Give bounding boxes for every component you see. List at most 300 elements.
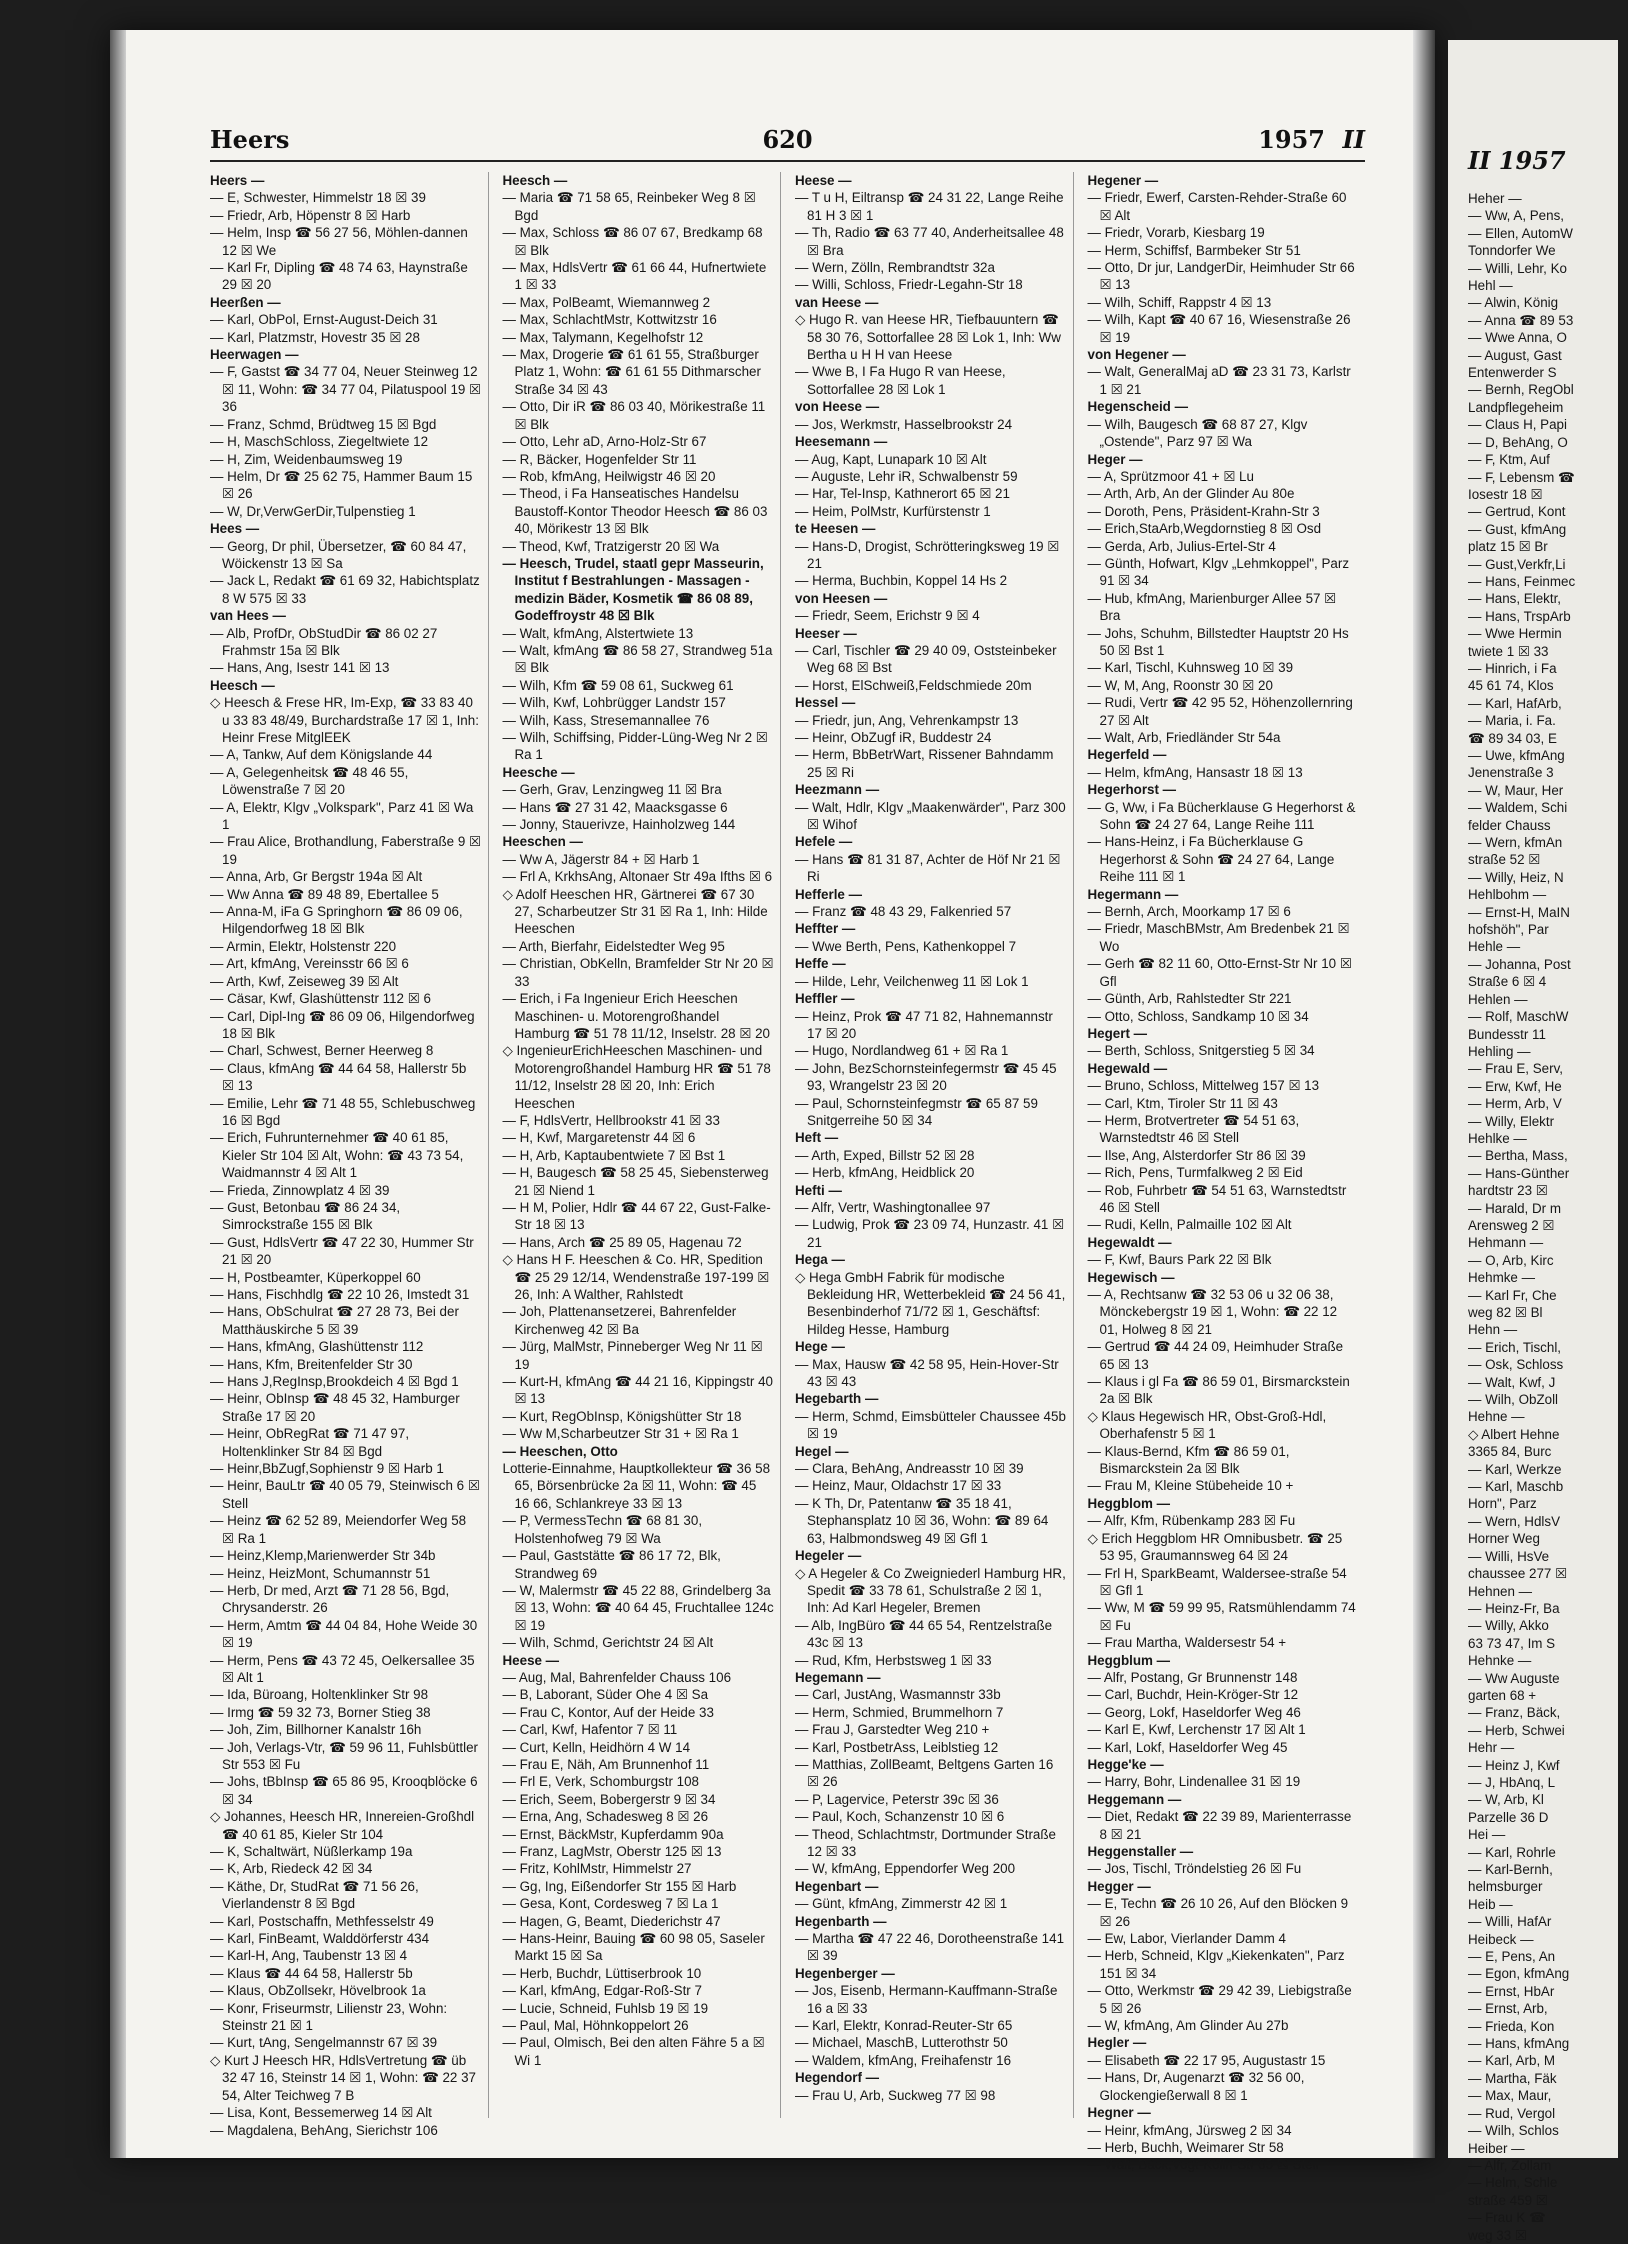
adjacent-page-line: — Egon, kfmAng <box>1468 1966 1570 1982</box>
directory-entry: — Max, PolBeamt, Wiemannweg 2 <box>502 294 711 310</box>
directory-entry: — Ew, Labor, Vierlander Damm 4 <box>1087 1931 1286 1947</box>
adjacent-page-line: Hehr — <box>1468 1740 1515 1756</box>
directory-entry: — Karl, Lokf, Haseldorfer Weg 45 <box>1087 1739 1288 1755</box>
directory-entry: — Karl Fr, Dipling ☎ 48 74 63, Haynstraße 29 ☒ 20 <box>210 260 468 293</box>
adjacent-page-line: twiete 1 ☒ 33 <box>1468 643 1549 659</box>
adjacent-page-line: — Uwe, kfmAng <box>1468 748 1565 763</box>
adjacent-page-line: — Erw, Kwf, He <box>1468 1078 1562 1094</box>
directory-entry: — Rob, kfmAng, Heilwigstr 46 ☒ 20 <box>502 468 716 484</box>
directory-entry: — Walt, kfmAng, Alstertwiete 13 <box>502 625 694 641</box>
directory-entry: — Max, Schloss ☎ 86 07 67, Bredkamp 68 ☒ Blk <box>502 225 763 258</box>
directory-entry: — Heinz, Prok ☎ 47 71 82, Hahnemannstr 17 ☒ 20 <box>795 1008 1053 1041</box>
adjacent-page-header: II 1957 <box>1468 146 1566 175</box>
directory-entry: — Ww A, Jägerstr 84 + ☒ Harb 1 <box>502 851 700 867</box>
directory-entry: — Irmg ☎ 59 32 73, Borner Stieg 38 <box>210 1704 431 1720</box>
directory-entry: — Heinr, ObInsp ☎ 48 45 32, Hamburger Straße 17 ☒ 20 <box>210 1391 460 1424</box>
directory-entry: — Willi, Schloss, Friedr-Legahn-Str 18 <box>795 277 1023 293</box>
directory-entry: — G, Ww, i Fa Bücherklause G Hegerhorst & Sohn ☎ 24 27 64, Lange Reihe 111 <box>1087 799 1356 833</box>
directory-entry: — Frl A, KrkhsAng, Altonaer Str 49a Ifths ☒ 6 <box>502 869 773 885</box>
adjacent-page-line: Hehmann — <box>1468 1235 1544 1251</box>
adjacent-page-line: — Ernst-H, MaIN <box>1468 904 1570 920</box>
directory-entry: — Gust, HdlsVertr ☎ 47 22 30, Hummer Str 21 ☒ 20 <box>210 1234 474 1268</box>
directory-entry: — Bernh, Arch, Moorkamp 17 ☒ 6 <box>1087 904 1291 920</box>
directory-entry: — Herm, Brotvertreter ☎ 54 51 63, Warnstedtstr 46 ☒ Stell <box>1087 1112 1300 1146</box>
directory-entry: — Hans, Arch ☎ 25 89 05, Hagenau 72 <box>502 1234 742 1250</box>
surname-heading: Heesch — <box>210 677 275 693</box>
adjacent-page-line: — Wern, HdlsV <box>1468 1513 1561 1529</box>
adjacent-page-line: — Karl, HafArb, <box>1468 695 1562 711</box>
directory-entry: — Hans-Heinz, i Fa Bücherklause G Hegerhorst & Sohn ☎ 24 27 64, Lange Reihe 111 ☒ 1 <box>1087 834 1335 885</box>
directory-entry: — P, VermessTechn ☎ 68 81 30, Holstenhofweg 79 ☒ Wa <box>502 1513 703 1546</box>
adjacent-page-line: — Osk, Schloss <box>1468 1357 1564 1373</box>
directory-entry: — Heinr,BbZugf,Sophienstr 9 ☒ Harb 1 <box>210 1461 444 1477</box>
directory-entry: — Franz, LagMstr, Oberstr 125 ☒ 13 <box>502 1844 722 1859</box>
directory-entry: — Karl, kfmAng, Edgar-Roß-Str 7 <box>502 1983 702 1999</box>
directory-entry: — Hans, Ang, Isestr 141 ☒ 13 <box>210 660 390 676</box>
directory-entry: — Carl, JustAng, Wasmannstr 33b <box>795 1687 1001 1703</box>
directory-entry: — H, Postbeamter, Küperkoppel 60 <box>210 1269 421 1285</box>
surname-heading: Hegenbarth — <box>795 1913 887 1929</box>
surname-heading: Hegge'ke — <box>1087 1756 1164 1772</box>
directory-entry: ◇ Erich Heggblom HR Omnibusbetr. ☎ 25 53 95, Graumannsweg 64 ☒ 24 <box>1087 1530 1343 1564</box>
directory-entry: — Herb, Dr med, Arzt ☎ 71 28 56, Bgd, Chrysanderstr. 26 <box>210 1582 450 1616</box>
adjacent-page-line: straße 52 ☒ <box>1468 852 1541 868</box>
directory-entry: — Carl, Buchdr, Hein-Kröger-Str 12 <box>1087 1687 1299 1703</box>
directory-entry: — Gesa, Kont, Cordesweg 7 ☒ La 1 <box>502 1896 719 1912</box>
directory-columns <box>210 172 1365 2173</box>
directory-entry: — Arth, Exped, Billstr 52 ☒ 28 <box>795 1147 975 1163</box>
directory-entry: — Gg, Ing, Eißendorfer Str 155 ☒ Harb <box>502 1878 737 1894</box>
surname-heading: Hegenscheid — <box>1087 399 1188 415</box>
directory-column-2 <box>503 172 782 2118</box>
adjacent-page-line: — Gust,Verkfr,Li <box>1468 556 1566 572</box>
directory-entry: — Gust, Betonbau ☎ 86 24 34, Simrockstraße 155 ☒ Blk <box>210 1199 401 1233</box>
directory-entry: — Herm, Pens ☎ 43 72 45, Oelkersallee 35 ☒ Alt 1 <box>210 1652 475 1685</box>
directory-entry: — Alb, ProfDr, ObStudDir ☎ 86 02 27 Frahmstr 15a ☒ Blk <box>210 625 438 658</box>
directory-entry: — Jos, Eisenb, Hermann-Kauffmann-Straße 16 a ☒ 33 <box>795 1983 1058 2016</box>
directory-entry: — Joh, Plattenansetzerei, Bahrenfelder Kirchenweg 42 ☒ Ba <box>502 1304 737 1337</box>
surname-heading: von Hegener — <box>1087 347 1186 363</box>
directory-entry: — K, Schaltwärt, Nüßlerkamp 19a <box>210 1844 413 1859</box>
directory-entry: — Ilse, Ang, Alsterdorfer Str 86 ☒ 39 <box>1087 1147 1306 1163</box>
surname-heading: Heggemann — <box>1087 1791 1182 1807</box>
directory-entry: — Paul, Mal, Höhnkoppelort 26 <box>502 2018 689 2034</box>
adjacent-page-line: — Wilh, ObZoll <box>1468 1392 1559 1408</box>
directory-entry: — Heinr, ObRegRat ☎ 71 47 97, Holtenklinker Str 84 ☒ Bgd <box>210 1426 410 1459</box>
directory-entry: — Hans ☎ 27 31 42, Maacksgasse 6 <box>502 799 728 815</box>
directory-entry: — B, Laborant, Süder Ohe 4 ☒ Sa <box>502 1687 709 1703</box>
directory-entry: — Arth, Kwf, Zeiseweg 39 ☒ Alt <box>210 973 399 989</box>
directory-entry: — W, kfmAng, Am Glinder Au 27b <box>1087 2018 1289 2034</box>
surname-heading: van Hees — <box>210 608 286 624</box>
directory-entry: — H M, Polier, Hdlr ☎ 44 67 22, Gust-Falke-Str 18 ☒ 13 <box>502 1199 771 1233</box>
directory-entry: — Alfr, Postang, Gr Brunnenstr 148 <box>1087 1669 1298 1685</box>
directory-entry: — Friedr, Seem, Erichstr 9 ☒ 4 <box>795 608 980 624</box>
adjacent-page-line: Hehnen — <box>1468 1583 1533 1599</box>
directory-entry: — Ernst, BäckMstr, Kupferdamm 90a <box>502 1826 724 1842</box>
directory-entry: — W, kfmAng, Eppendorfer Weg 200 <box>795 1861 1016 1877</box>
adjacent-page-line: felder Chauss <box>1468 817 1551 833</box>
page-header <box>210 110 1365 162</box>
directory-entry: — Frau U, Arb, Suckweg 77 ☒ 98 <box>795 2087 996 2103</box>
surname-heading: Hegerhorst — <box>1087 782 1177 798</box>
adjacent-page-line: — Heinz J, Kwf <box>1468 1757 1560 1773</box>
directory-entry: — Hans, Dr, Augenarzt ☎ 32 56 00, Glockengießerwall 8 ☒ 1 <box>1087 2070 1305 2103</box>
directory-entry: — P, Lagervice, Peterstr 39c ☒ 36 <box>795 1791 999 1807</box>
surname-heading: Hefferle — <box>795 886 862 902</box>
directory-entry: — Klaus ☎ 44 64 58, Hallerstr 5b <box>210 1965 413 1981</box>
directory-entry: ◇ Kurt J Heesch HR, HdlsVertretung ☎ üb 32 47 16, Steinstr 14 ☒ 1, Wohn: ☎ 22 37 54, Alter Teichweg 7 B <box>210 2052 476 2103</box>
directory-entry: — Matthias, ZollBeamt, Beltgens Garten 16 ☒ 26 <box>795 1756 1054 1790</box>
directory-entry: — Karl, FinBeamt, Walddörferstr 434 <box>210 1931 430 1947</box>
directory-entry: — Art, kfmAng, Vereinsstr 66 ☒ 6 <box>210 956 409 972</box>
directory-entry: — Horst, ElSchweiß,Feldschmiede 20m <box>795 677 1032 693</box>
directory-entry: — Harry, Bohr, Lindenallee 31 ☒ 19 <box>1087 1774 1301 1790</box>
directory-entry: — Walt, GeneralMaj aD ☎ 23 31 73, Karlstr 1 ☒ 21 <box>1087 364 1351 397</box>
directory-entry: — Helm, Dr ☎ 25 62 75, Hammer Baum 15 ☒ 26 <box>210 468 473 502</box>
surname-heading: Hegerfeld — <box>1087 747 1167 763</box>
directory-entry: — Carl, Kwf, Hafentor 7 ☒ 11 <box>502 1722 678 1738</box>
adjacent-page-line: — Waldem, Schi <box>1468 800 1568 816</box>
directory-entry: — Erich, i Fa Ingenieur Erich Heeschen Maschinen- u. Motorengroßhandel Hamburg ☎ 51 78 11/12, Inselstr. 28 ☒ 20 <box>502 991 770 1041</box>
surname-heading: Hegermann — <box>1087 886 1179 902</box>
adjacent-page-lines <box>1468 190 1628 2244</box>
directory-entry: — Frl E, Verk, Schomburgstr 108 <box>502 1774 699 1790</box>
adjacent-page-line: straße 459 ☒ <box>1468 2192 1548 2208</box>
adjacent-page-line: — D, BehAng, O <box>1468 434 1568 450</box>
directory-entry: — Karl, ObPol, Ernst-August-Deich 31 <box>210 312 438 328</box>
directory-entry: — Rud, Kfm, Herbstsweg 1 ☒ 33 <box>795 1652 992 1668</box>
directory-entry: — Aug, Mal, Bahrenfelder Chauss 106 <box>502 1669 732 1685</box>
directory-entry: — Frieda, Zinnowplatz 4 ☒ 39 <box>210 1182 390 1198</box>
directory-entry: — Wwe Berth, Pens, Kathenkoppel 7 <box>795 938 1017 954</box>
surname-heading: Heggenstaller — <box>1087 1844 1194 1859</box>
directory-entry: — Walt, Arb, Friedländer Str 54a <box>1087 730 1281 745</box>
directory-entry: — E, Techn ☎ 26 10 26, Auf den Blöcken 9 ☒ 26 <box>1087 1896 1349 1929</box>
directory-column-3 <box>795 172 1074 2118</box>
directory-entry: — Anna, Arb, Gr Bergstr 194a ☒ Alt <box>210 869 423 885</box>
directory-entry: — H, Baugesch ☎ 58 25 45, Siebensterweg 21 ☒ Niend 1 <box>502 1165 769 1198</box>
surname-heading: Hefele — <box>795 834 853 850</box>
directory-entry: — K, Arb, Riedeck 42 ☒ 34 <box>210 1861 373 1877</box>
adjacent-page-line: — E, Pens, An <box>1468 1949 1556 1965</box>
directory-entry: — Ww, M ☎ 59 99 95, Ratsmühlendamm 74 ☒ Fu <box>1087 1600 1356 1633</box>
directory-entry: — Wilh, Kapt ☎ 40 67 16, Wiesenstraße 26 ☒ 19 <box>1087 312 1351 345</box>
surname-heading: Heggblom — <box>1087 1495 1171 1511</box>
adjacent-page-line: — Frieda, Kon <box>1468 2018 1555 2034</box>
adjacent-page-line: Entenwerder S <box>1468 365 1557 381</box>
adjacent-page-line: — Max, Maur, <box>1468 2088 1552 2104</box>
directory-entry: — Otto, Dir iR ☎ 86 03 40, Mörikestraße 11 ☒ Blk <box>502 399 766 432</box>
directory-entry: — Hans ☎ 81 31 87, Achter de Höf Nr 21 ☒ Ri <box>795 851 1061 885</box>
adjacent-page-line: — Frau E, Serv, <box>1468 1061 1563 1077</box>
directory-entry: — Herb, Buchh, Weimarer Str 58 <box>1087 2139 1284 2155</box>
directory-entry: — Wwe B, I Fa Hugo R van Heese, Sottorfallee 28 ☒ Lok 1 <box>795 364 1006 397</box>
surname-heading: von Heese — <box>795 399 880 415</box>
adjacent-page-line: Heibeck — <box>1468 1931 1534 1947</box>
directory-entry: — Georg, Lokf, Haseldorfer Weg 46 <box>1087 1704 1301 1720</box>
directory-entry: — Alb, IngBüro ☎ 44 65 54, Rentzelstraße 43c ☒ 13 <box>795 1617 1053 1651</box>
directory-entry: — Heesch, Trudel, staatl gepr Masseurin, Institut f Bestrahlungen - Massagen - medizin Bäder, Kosmetik ☎ 86 08 89, Godeffroystr 48 ☒ Blk <box>502 555 764 624</box>
surname-heading: Hegener — <box>1087 173 1159 188</box>
directory-entry: — Herb, Schneid, Klgv „Kiekenkaten", Parz 151 ☒ 34 <box>1087 1948 1345 1981</box>
directory-entry: — Alfr, Kfm, Rübenkamp 283 ☒ Fu <box>1087 1513 1296 1529</box>
adjacent-page-line: — Frau K ☎ <box>1468 2210 1546 2226</box>
directory-entry: ◇ A Hegeler & Co Zweigniederl Hamburg HR, Spedit ☎ 33 78 61, Schulstraße 2 ☒ 1, Inh: Ad Karl Hegeler, Bremen <box>795 1565 1066 1616</box>
directory-entry: — H, Zim, Weidenbaumsweg 19 <box>210 451 403 467</box>
directory-entry: — Friedr, Arb, Höpenstr 8 ☒ Harb <box>210 207 411 223</box>
surname-heading: Heggblum — <box>1087 1652 1171 1668</box>
directory-entry: — Heinr, kfmAng, Jürsweg 2 ☒ 34 <box>1087 2122 1292 2138</box>
directory-entry: — Otto, Werkmstr ☎ 29 42 39, Liebigstraße 5 ☒ 26 <box>1087 1983 1352 2016</box>
directory-entry: — Rudi, Kelln, Palmaille 102 ☒ Alt <box>1087 1217 1292 1233</box>
directory-entry: ◇ Adolf Heeschen HR, Gärtnerei ☎ 67 30 27, Scharbeutzer Str 31 ☒ Ra 1, Inh: Hilde Heeschen <box>502 886 768 937</box>
adjacent-page-line: helmsburger <box>1468 1879 1543 1895</box>
surname-heading: Hegert — <box>1087 1025 1148 1041</box>
adjacent-page-line: Straße 6 ☒ 4 <box>1468 974 1547 990</box>
directory-entry: — Hans, Kfm, Breitenfelder Str 30 <box>210 1356 413 1372</box>
adjacent-page-line: Jenenstraße 3 <box>1468 765 1554 781</box>
adjacent-page-line: — August, Gast <box>1468 347 1562 363</box>
adjacent-page-line: — Hans, TrspArb <box>1468 608 1571 624</box>
header-volume: II <box>1342 125 1365 154</box>
directory-entry: — Rudi, Vertr ☎ 42 95 52, Höhenzollernring 27 ☒ Alt <box>1087 695 1353 728</box>
surname-heading: Hegler — <box>1087 2035 1147 2051</box>
directory-entry: — Martha ☎ 47 22 46, Dorotheenstraße 141 ☒ 39 <box>795 1931 1065 1964</box>
directory-entry: — Karl-H, Ang, Taubenstr 13 ☒ 4 <box>210 1948 408 1964</box>
surname-heading: Hegeler — <box>795 1548 862 1564</box>
directory-column-1 <box>210 172 489 2138</box>
directory-entry: — Arth, Bierfahr, Eidelstedter Weg 95 <box>502 938 725 954</box>
adjacent-page-line: Hehling — <box>1468 1043 1531 1059</box>
surname-heading: Hega — <box>795 1252 845 1268</box>
directory-entry: — Wern, Zölln, Rembrandtstr 32a <box>795 260 995 276</box>
surname-heading: Heesch — <box>502 173 568 188</box>
directory-entry: — Heinr, ObZugf iR, Buddestr 24 <box>795 730 992 745</box>
directory-entry: — Cäsar, Kwf, Glashüttenstr 112 ☒ 6 <box>210 991 431 1007</box>
directory-entry: — Doroth, Pens, Präsident-Krahn-Str 3 <box>1087 503 1320 519</box>
adjacent-page-line: weg 82 ☒ Bl <box>1468 1305 1543 1320</box>
surname-heading: Heeser — <box>795 625 857 641</box>
directory-entry: — Kurt, RegObInsp, Königshütter Str 18 <box>502 1408 742 1424</box>
directory-entry: — Paul, Gaststätte ☎ 86 17 72, Blk, Strandweg 69 <box>502 1548 721 1581</box>
directory-entry: — Herb, Buchdr, Lüttiserbrook 10 <box>502 1965 702 1981</box>
directory-entry: — F, HdlsVertr, Hellbrookstr 41 ☒ 33 <box>502 1112 720 1128</box>
directory-entry: — Ida, Büroang, Holtenklinker Str 98 <box>210 1687 429 1703</box>
directory-entry: — Har, Tel-Insp, Kathnerort 65 ☒ 21 <box>795 486 1010 502</box>
directory-entry: — Erich, Fuhrunternehmer ☎ 40 61 85, Kieler Str 104 ☒ Alt, Wohn: ☎ 43 73 54, Waidmannstr 4 ☒ Alt 1 <box>210 1130 464 1181</box>
header-page-number: 620 <box>762 125 813 154</box>
directory-entry: — Wilh, Kwf, Lohbrügger Landstr 157 <box>502 695 726 711</box>
directory-entry: — Friedr, jun, Ang, Vehrenkampstr 13 <box>795 712 1019 728</box>
directory-entry: — Theod, Kwf, Tratzigerstr 20 ☒ Wa <box>502 538 720 554</box>
directory-entry: — Theod, i Fa Hanseatisches Handelsu Baustoff-Kontor Theodor Heesch ☎ 86 03 40, Mörikestr 13 ☒ Blk <box>502 486 768 537</box>
directory-entry: — W, M, Ang, Roonstr 30 ☒ 20 <box>1087 677 1273 693</box>
adjacent-page-line: — Erich, Tischl, <box>1468 1339 1562 1355</box>
adjacent-page-line: — Wwe Anna, O <box>1468 330 1567 346</box>
adjacent-page-line: — Alwin, König <box>1468 295 1559 311</box>
adjacent-page-line: Hehne — <box>1468 1409 1525 1425</box>
directory-entry: — Carl, Tischler ☎ 29 40 09, Oststeinbeker Weg 68 ☒ Bst <box>795 642 1057 676</box>
directory-entry: — Herm, Amtm ☎ 44 04 84, Hohe Weide 30 ☒ 19 <box>210 1617 478 1651</box>
directory-entry: — Joh, Zim, Billhorner Kanalstr 16h <box>210 1722 422 1738</box>
directory-entry: — Emilie, Lehr ☎ 71 48 55, Schlebuschweg 16 ☒ Bgd <box>210 1095 476 1128</box>
directory-entry: — Paul, Schornsteinfegmstr ☎ 65 87 59 Snitgerreihe 50 ☒ 34 <box>795 1095 1038 1128</box>
directory-entry: — Herma, Buchbin, Koppel 14 Hs 2 <box>795 573 1008 589</box>
directory-entry: — Ww Anna ☎ 89 48 89, Ebertallee 5 <box>210 886 439 902</box>
directory-entry: — Frau Martha, Waldersestr 54 + <box>1087 1635 1287 1651</box>
directory-entry: — Günt, kfmAng, Zimmerstr 42 ☒ 1 <box>795 1896 1008 1912</box>
directory-entry: — A, Tankw, Auf dem Königslande 44 <box>210 747 433 763</box>
directory-entry: — Elisabeth ☎ 22 17 95, Augustastr 15 <box>1087 2052 1326 2068</box>
surname-heading: te Heesen — <box>795 521 876 537</box>
directory-entry: — Anna-M, iFa G Springhorn ☎ 86 09 06, Hilgendorfweg 18 ☒ Blk <box>210 904 463 937</box>
directory-entry: — Clara, BehAng, Andreasstr 10 ☒ 39 <box>795 1461 1024 1477</box>
directory-entry: — Theod, Schlachtmstr, Dortmunder Straße 12 ☒ 33 <box>795 1826 1056 1859</box>
directory-entry: — Hans, kfmAng, Glashüttenstr 112 <box>210 1339 424 1355</box>
adjacent-page-line: Hehlke — <box>1468 1130 1527 1146</box>
directory-entry: — Hans J,RegInsp,Brookdeich 4 ☒ Bgd 1 <box>210 1374 459 1390</box>
directory-entry: — Karl, Platzmstr, Hovestr 35 ☒ 28 <box>210 329 420 345</box>
directory-entry: — Wilh, Kass, Stresemannallee 76 <box>502 712 710 728</box>
directory-entry: — Auguste, Lehr iR, Schwalbenstr 59 <box>795 468 1018 484</box>
directory-entry: — Wilh, Schiffsing, Pidder-Lüng-Weg Nr 2 ☒ Ra 1 <box>502 730 768 763</box>
directory-entry: — Jürg, MalMstr, Pinneberger Weg Nr 11 ☒ 19 <box>502 1339 763 1372</box>
adjacent-page-line: — Karl, Werkze <box>1468 1461 1562 1477</box>
directory-entry: — Franz, Schmd, Brüdtweg 15 ☒ Bgd <box>210 416 437 432</box>
directory-entry: ◇ Heesch & Frese HR, Im-Exp, ☎ 33 83 40 u 33 83 48/49, Burchardstraße 17 ☒ 1, Inh: Heinr Frese MitglEEK <box>210 695 479 745</box>
directory-entry: — Ww M,Scharbeutzer Str 31 + ☒ Ra 1 <box>502 1426 739 1442</box>
surname-heading: Heger — <box>1087 451 1143 467</box>
surname-heading: von Heesen — <box>795 590 888 606</box>
directory-entry: — Rich, Pens, Turmfalkweg 2 ☒ Eid <box>1087 1165 1303 1181</box>
adjacent-page-line: Heib — <box>1468 1896 1513 1912</box>
directory-entry: — F, Kwf, Baurs Park 22 ☒ Blk <box>1087 1252 1272 1268</box>
adjacent-page-line: — Ww Auguste <box>1468 1670 1560 1686</box>
directory-entry: — E, Schwester, Himmelstr 18 ☒ 39 <box>210 190 426 206</box>
directory-entry: — Wilh, Kfm ☎ 59 08 61, Suckweg 61 <box>502 677 734 693</box>
directory-entry: — Gerh, Grav, Lenzingweg 11 ☒ Bra <box>502 782 722 798</box>
adjacent-page-line: — F, Ktm, Auf <box>1468 452 1550 468</box>
directory-entry: — W, Dr,VerwGerDir,Tulpenstieg 1 <box>210 503 416 519</box>
adjacent-page-line: — Claus H, Papi <box>1468 417 1567 433</box>
adjacent-page-line: weg 33 ☒ <box>1468 2227 1527 2243</box>
surname-heading: Hegenbart — <box>795 1878 879 1894</box>
adjacent-page-line: — Gust, kfmAng <box>1468 521 1567 537</box>
directory-entry: — Armin, Elektr, Holstenstr 220 <box>210 938 397 954</box>
adjacent-page-line: — Willi, HafAr <box>1468 1914 1552 1930</box>
directory-entry: — Jos, Tischl, Tröndelstieg 26 ☒ Fu <box>1087 1861 1302 1877</box>
surname-heading: Hegner — <box>1087 2105 1151 2121</box>
directory-entry: — Diet, Redakt ☎ 22 39 89, Marienterrasse 8 ☒ 21 <box>1087 1809 1352 1842</box>
adjacent-page-line: Tonndorfer We <box>1468 243 1556 259</box>
adjacent-page-line: — Rolf, MaschW <box>1468 1009 1569 1025</box>
directory-entry: — Heinz,Klemp,Marienwerder Str 34b <box>210 1548 436 1564</box>
directory-entry: — Erich,StaArb,Wegdornstieg 8 ☒ Osd <box>1087 521 1322 537</box>
directory-entry: — Hans, ObSchulrat ☎ 27 28 73, Bei der Matthäuskirche 5 ☒ 39 <box>210 1304 459 1337</box>
adjacent-page-line: — Walt, Kwf, J <box>1468 1374 1556 1390</box>
adjacent-page-line: — Herb, Schwei <box>1468 1722 1565 1738</box>
adjacent-page-line: — Karl Fr, Che <box>1468 1287 1557 1303</box>
adjacent-page-line: — Willi, HsVe <box>1468 1548 1550 1564</box>
adjacent-page-line: — Alfr, Zollam <box>1468 2157 1552 2173</box>
adjacent-page-line: — Herm, Arb, V <box>1468 1096 1562 1112</box>
directory-entry: — Karl, Elektr, Konrad-Reuter-Str 65 <box>795 2018 1013 2034</box>
directory-entry: — Friedr, Ewerf, Carsten-Rehder-Straße 60 ☒ Alt <box>1087 190 1347 223</box>
adjacent-page-line: garten 68 + <box>1468 1687 1537 1703</box>
adjacent-page-line: — Hans, Feinmec <box>1468 573 1576 589</box>
directory-entry: — Hans-D, Drogist, Schrötteringksweg 19 ☒ 21 <box>795 538 1060 571</box>
adjacent-page-line: — Karl, Arb, M <box>1468 2053 1556 2069</box>
directory-entry: — Lucie, Schneid, Fuhlsb 19 ☒ 19 <box>502 2000 709 2016</box>
adjacent-page-line: — Ernst, HbAr <box>1468 1983 1555 1999</box>
adjacent-page-line: — Wern, kfmAn <box>1468 835 1563 851</box>
directory-entry: — Frau M, Kleine Stübeheide 10 + <box>1087 1478 1294 1494</box>
adjacent-page-line: — Ellen, AutomW <box>1468 225 1573 241</box>
adjacent-page-line: Hehle — <box>1468 939 1521 955</box>
adjacent-page-line: — Karl, Rohrle <box>1468 1844 1556 1860</box>
directory-entry: ◇ IngenieurErichHeeschen Maschinen- und Motorengroßhandel Hamburg HR ☎ 51 78 11/12, Inselstr 28 ☒ 20, Inh: Erich Heeschen <box>502 1043 771 1111</box>
adjacent-page-line: ◇ Albert Hehne <box>1468 1426 1560 1442</box>
adjacent-page-line: — Bernh, RegObl <box>1468 382 1574 398</box>
directory-column-4 <box>1087 172 1366 2173</box>
directory-entry: — Rob, Fuhrbetr ☎ 54 51 63, Warnstedtstr 46 ☒ Stell <box>1087 1182 1347 1215</box>
adjacent-page-line: — Rud, Vergol <box>1468 2105 1556 2121</box>
directory-entry: — Gerda, Arb, Julius-Ertel-Str 4 <box>1087 538 1276 554</box>
surname-heading: Hegewisch — <box>1087 1269 1175 1285</box>
directory-entry: — Karl E, Kwf, Lerchenstr 17 ☒ Alt 1 <box>1087 1722 1306 1738</box>
surname-heading: Hegemann — <box>795 1669 881 1685</box>
directory-entry: — W, Malermstr ☎ 45 22 88, Grindelberg 3a ☒ 13, Wohn: ☎ 40 64 45, Fruchtallee 124c ☒ 19 <box>502 1582 774 1633</box>
directory-entry: — Georg, Dr phil, Übersetzer, ☎ 60 84 47, Wöickenstr 13 ☒ Sa <box>210 538 467 571</box>
adjacent-page-line: — Hans, kfmAng <box>1468 2036 1570 2052</box>
directory-entry: — Paul, Koch, Schanzenstr 10 ☒ 6 <box>795 1809 1005 1825</box>
adjacent-page-line: — Hinrich, i Fa <box>1468 660 1557 676</box>
directory-entry: — John, BezSchornsteinfegermstr ☎ 45 45 93, Wrangelstr 23 ☒ 20 <box>795 1060 1057 1094</box>
adjacent-page-line: — Harald, Dr m <box>1468 1200 1562 1216</box>
directory-entry: — Max, SchlachtMstr, Kottwitzstr 16 <box>502 312 717 328</box>
directory-entry: — Max, Drogerie ☎ 61 61 55, Straßburger Platz 1, Wohn: ☎ 61 61 55 Dithmarscher Straße 34 ☒ 43 <box>502 347 761 397</box>
directory-entry: — Berth, Schloss, Snitgerstieg 5 ☒ 34 <box>1087 1043 1315 1059</box>
adjacent-page-line: Landpflegeheim <box>1468 399 1564 415</box>
directory-entry: — Christian, ObKelln, Bramfelder Str Nr 20 ☒ 33 <box>502 956 774 989</box>
directory-entry: — Heinr, BauLtr ☎ 40 05 79, Steinwisch 6 ☒ Stell <box>210 1478 480 1511</box>
adjacent-page-line: — Karl, Maschb <box>1468 1479 1564 1495</box>
adjacent-page-line: Bundesstr 11 <box>1468 1026 1546 1042</box>
surname-heading: Hegendorf — <box>795 2070 880 2086</box>
directory-entry: — Herm, BbBetrWart, Rissener Bahndamm 25 ☒ Ri <box>795 747 1054 780</box>
directory-entry: — Max, HdlsVertr ☎ 61 66 44, Hufnertwiete 1 ☒ 33 <box>502 260 767 293</box>
directory-entry: — Walt, Hdlr, Klgv „Maakenwärder", Parz 300 ☒ Wihof <box>795 799 1066 833</box>
directory-entry: — Hagen, G, Beamt, Diederichstr 47 <box>502 1913 721 1929</box>
directory-entry: — R, Bäcker, Hogenfelder Str 11 <box>502 451 697 467</box>
directory-entry: — Johs, tBbInsp ☎ 65 86 95, Krooqblöcke 6 ☒ 34 <box>210 1774 478 1807</box>
adjacent-page-line: — Willy, Heiz, N <box>1468 869 1564 885</box>
adjacent-page-line: — Willi, Lehr, Ko <box>1468 260 1567 276</box>
adjacent-page-line: Hei — <box>1468 1827 1506 1843</box>
adjacent-page-line: — Ww, A, Pens, <box>1468 208 1564 224</box>
surname-heading: Hegger — <box>1087 1878 1151 1894</box>
adjacent-page-line: — Anna ☎ 89 53 <box>1468 312 1574 328</box>
adjacent-page-line: Hehl — <box>1468 278 1513 294</box>
adjacent-page-line: Iosestr 18 ☒ <box>1468 486 1543 502</box>
directory-entry: — A, Elektr, Klgv „Volkspark", Parz 41 ☒ Wa 1 <box>210 799 474 833</box>
directory-entry: — Kurt-H, kfmAng ☎ 44 21 16, Kippingstr 40 ☒ 13 <box>502 1374 773 1407</box>
surname-heading: Hegebarth — <box>795 1391 879 1407</box>
directory-entry: — Otto, Dr jur, LandgerDir, Heimhuder Str 66 ☒ 13 <box>1087 260 1355 293</box>
adjacent-page-line: — J, HbAnq, L <box>1468 1774 1556 1790</box>
directory-entry: — Frau E, Näh, Am Brunnenhof 11 <box>502 1756 710 1772</box>
